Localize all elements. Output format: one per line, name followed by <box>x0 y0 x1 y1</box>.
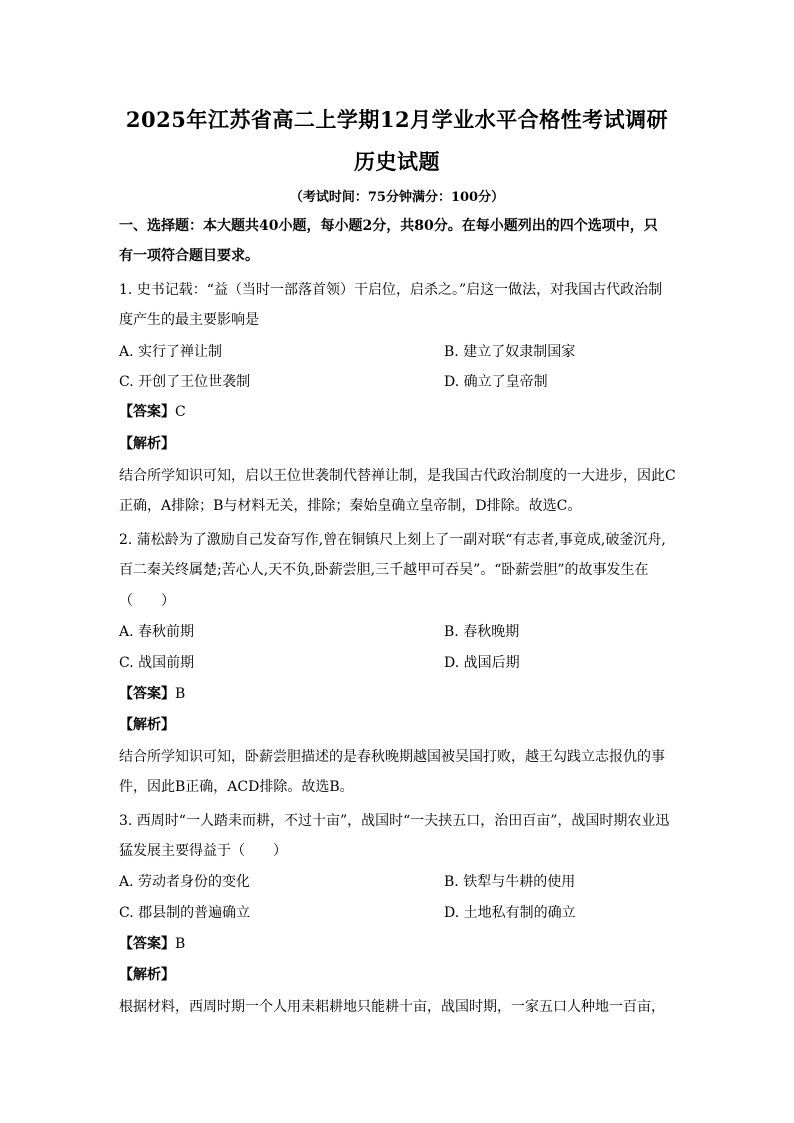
question-1-option-d: D. 确立了皇帝制 <box>444 374 548 390</box>
answer-label: 【答案】 <box>119 404 175 420</box>
question-3-stem: 3. 西周时“一人踏耒而耕，不过十亩”，战国时“一夫挟五口，治田百亩”，战国时期农业迅 <box>119 813 670 829</box>
question-3-analysis-label: 【解析】 <box>119 967 175 983</box>
question-2-option-d: D. 战国后期 <box>444 655 520 671</box>
question-2-analysis-label: 【解析】 <box>119 717 175 733</box>
question-3-option-c: C. 郡县制的普遍确立 <box>119 905 251 921</box>
question-3-option-d: D. 土地私有制的确立 <box>444 905 576 921</box>
question-1-stem: 1. 史书记载：“益（当时一部落首领）干启位，启杀之。”启这一做法，对我国古代政治制 <box>119 282 663 298</box>
question-3-analysis: 根据材料，西周时期一个人用耒耜耕地只能耕十亩，战国时期，一家五口人种地一百亩， <box>119 999 665 1015</box>
question-2-option-a: A. 春秋前期 <box>119 624 195 640</box>
page-title: 2025年江苏省高二上学期12月学业水平合格性考试调研 <box>125 107 669 132</box>
question-2-stem: 2. 蒲松龄为了激励自己发奋写作,曾在铜镇尺上刻上了一副对联“有志者,事竟成,破釜沉舟, <box>119 532 666 548</box>
question-1-option-a: A. 实行了禅让制 <box>119 344 223 360</box>
question-2-stem-blank: （ ） <box>119 593 175 609</box>
answer-label: 【答案】 <box>119 686 175 702</box>
question-1-answer <box>119 402 186 422</box>
question-2-answer <box>119 684 185 704</box>
question-2-option-c: C. 战国前期 <box>119 655 195 671</box>
answer-value: B <box>175 936 186 952</box>
question-2-analysis-cont: 件，因此B正确，ACD排除。故选B。 <box>119 779 354 795</box>
answer-value: C <box>175 404 186 420</box>
question-3-option-a: A. 劳动者身份的变化 <box>119 874 251 890</box>
question-3-answer <box>119 934 185 954</box>
answer-value: B <box>175 686 186 702</box>
section-heading: 一、选择题：本大题共40小题，每小题2分，共80分。在每小题列出的四个选项中，只 <box>119 218 658 234</box>
question-1-analysis-cont: 正确，A排除；B与材料无关，排除；秦始皇确立皇帝制，D排除。故选C。 <box>119 498 582 514</box>
section-heading-cont: 有一项符合题目要求。 <box>119 248 259 264</box>
question-3-stem-cont: 猛发展主要得益于（ ） <box>119 843 287 859</box>
page-subtitle-title: 历史试题 <box>354 149 440 174</box>
question-1-analysis: 结合所学知识可知，启以王位世袭制代替禅让制，是我国古代政治制度的一大进步，因此C <box>119 468 676 484</box>
question-2-analysis: 结合所学知识可知，卧薪尝胆描述的是春秋晚期越国被吴国打败，越王勾践立志报仇的事 <box>119 749 665 765</box>
question-1-option-c: C. 开创了王位世袭制 <box>119 374 251 390</box>
exam-info: （考试时间：75分钟满分：100分） <box>289 190 505 205</box>
question-1-option-b: B. 建立了奴隶制国家 <box>444 344 576 360</box>
question-1-stem-cont: 度产生的最主要影响是 <box>119 312 259 328</box>
answer-label: 【答案】 <box>119 936 175 952</box>
question-3-option-b: B. 铁犁与牛耕的使用 <box>444 874 576 890</box>
question-1-analysis-label: 【解析】 <box>119 436 175 452</box>
question-2-stem-cont: 百二秦关终属楚;苦心人,天不负,卧薪尝胆,三千越甲可吞吴”。“卧薪尝胆”的故事发生在 <box>119 562 649 578</box>
question-2-option-b: B. 春秋晚期 <box>444 624 520 640</box>
